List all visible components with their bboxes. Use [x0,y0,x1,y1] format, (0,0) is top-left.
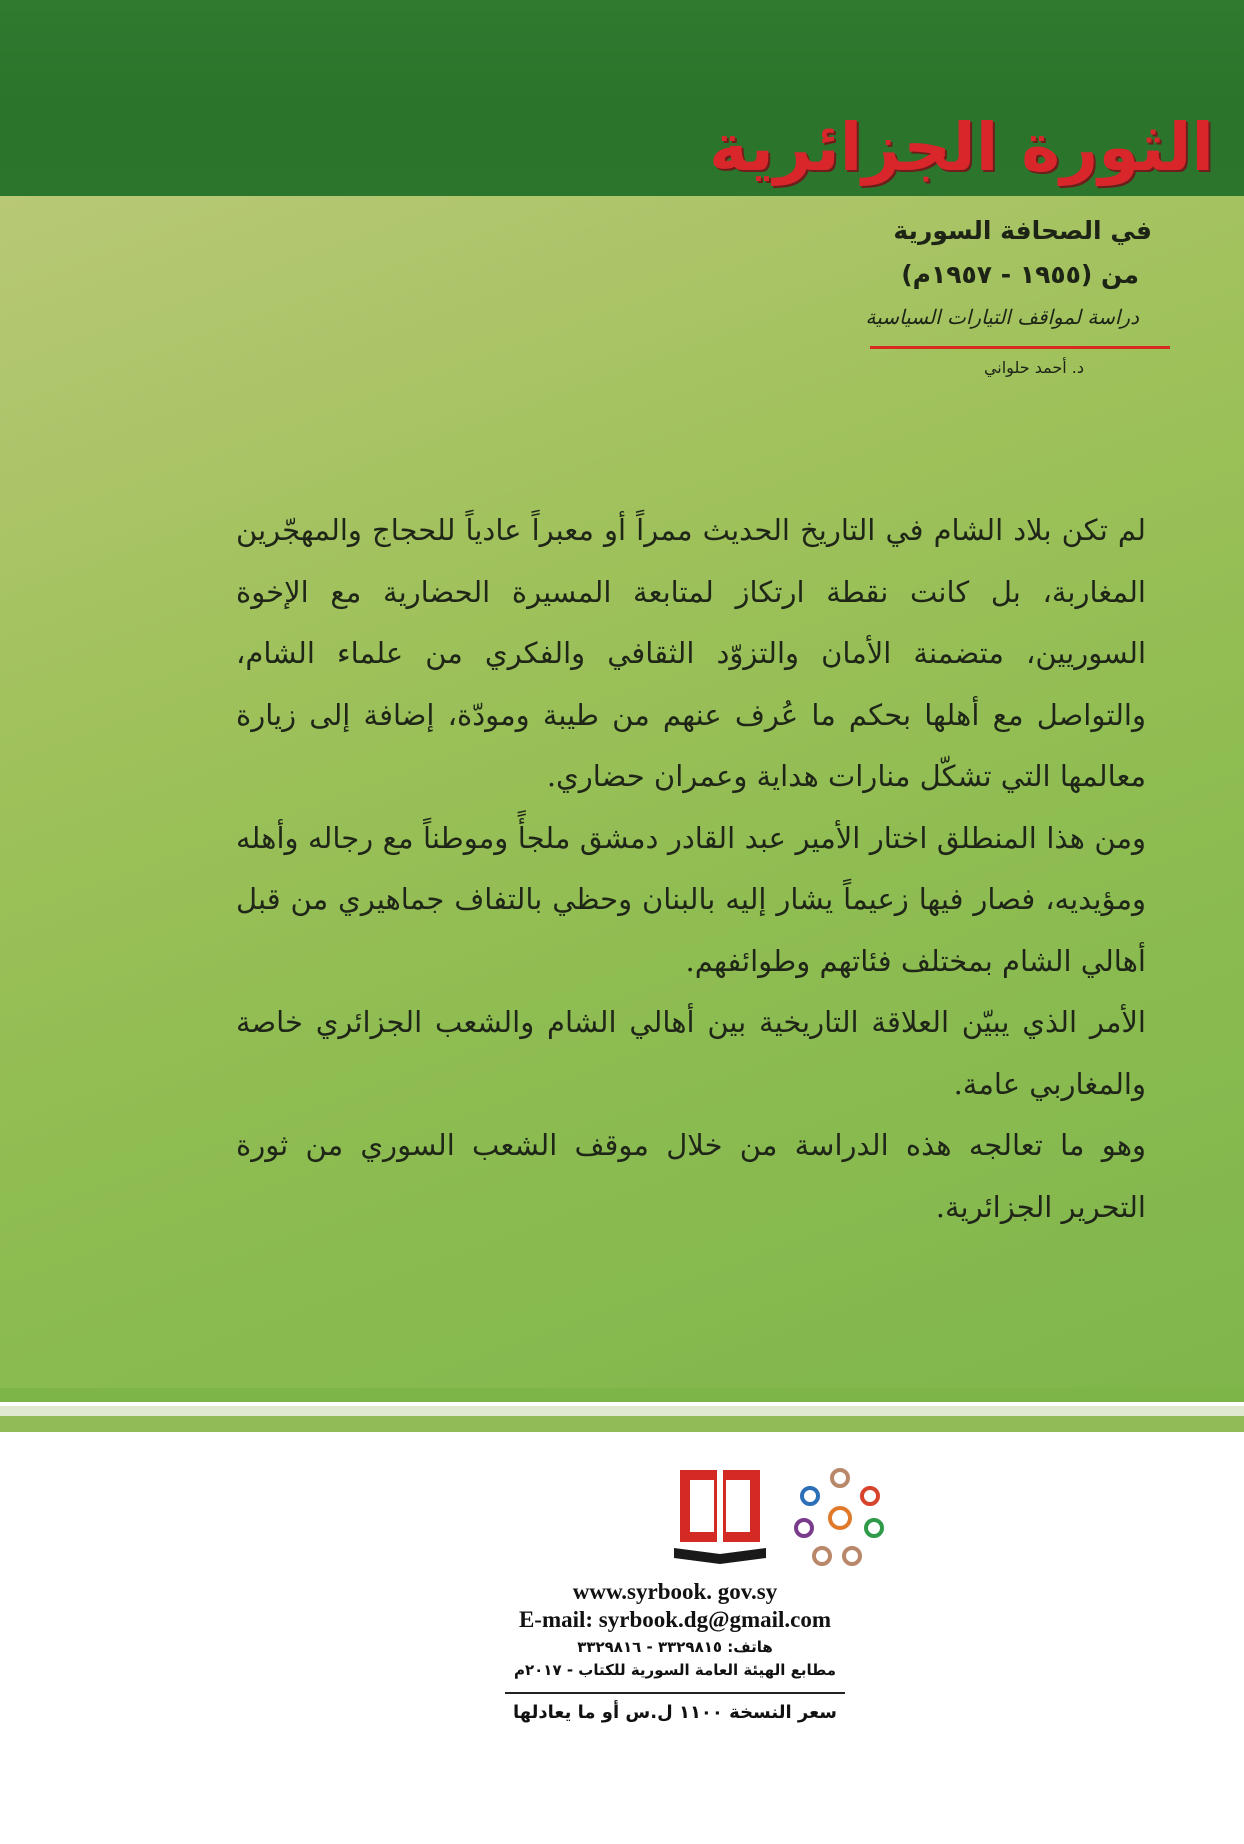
printer-line: مطابع الهيئة العامة السورية للكتاب - ٢٠١٧م [514,1661,836,1679]
contact-block [450,1578,900,1726]
blurb-text [236,500,1146,1238]
divider-stripe [0,1406,1244,1416]
divider-stripe [0,1388,1244,1402]
red-rule [870,346,1170,349]
publisher-logos [670,1466,890,1586]
blurb-paragraph: الأمر الذي يبيّن العلاقة التاريخية بين أهالي الشام والشعب الجزائري خاصة والمغاربي عامة. [236,1005,1146,1101]
blurb-paragraph: ومن هذا المنطلق اختار الأمير عبد القادر دمشق ملجأً وموطناً مع رجاله وأهله ومؤيديه، فصار فيها زعيماً يشار إليه بالبنان وحظي بالتفاف جماهيري من قبل أهالي الشام بمختلف فئاتهم وطوائفهم. [236,820,1146,978]
book-title: الثورة الجزائرية [709,109,1214,186]
book-author: د. أحمد حلواني [983,358,1084,377]
book-subtitle: في الصحافة السورية [893,216,1152,245]
blurb-paragraph: لم تكن بلاد الشام في التاريخ الحديث ممراً أو معبراً عادياً للحجاج والمهجّرين المغاربة، بل كانت نقطة ارتكاز لمتابعة المسيرة الحضارية مع الإخوة السوريين، متضمنة الأمان والتزوّد الثقافي والفكري من علماء الشام، والتواصل مع أهلها بحكم ما عُرف عنهم من طيبة ومودّة، إضافة إلى زيارة معالمها التي تشكّل منارات هداية وعمران حضاري. [236,513,1146,793]
divider-stripe [0,1416,1244,1432]
price-rule [505,1692,845,1694]
price-line: سعر النسخة ١١٠٠ ل.س أو ما يعادلها [513,1702,837,1723]
book-years: من (١٩٥٥ - ١٩٥٧م) [901,260,1139,289]
blurb-paragraph: وهو ما تعالجه هذه الدراسة من خلال موقف الشعب السوري من ثورة التحرير الجزائرية. [236,1128,1146,1224]
phone-number: هاتف: ٣٣٢٩٨١٥ - ٣٣٢٩٨١٦ [577,1638,773,1656]
website-link[interactable]: www.syrbook. gov.sy [572,1579,778,1604]
email-link[interactable]: E-mail: syrbook.dg@gmail.com [518,1607,832,1632]
book-logo-icon [670,1466,770,1576]
ministry-logo-icon [790,1466,890,1576]
book-study-line: دراسة لمواقف التيارات السياسية [865,305,1139,329]
